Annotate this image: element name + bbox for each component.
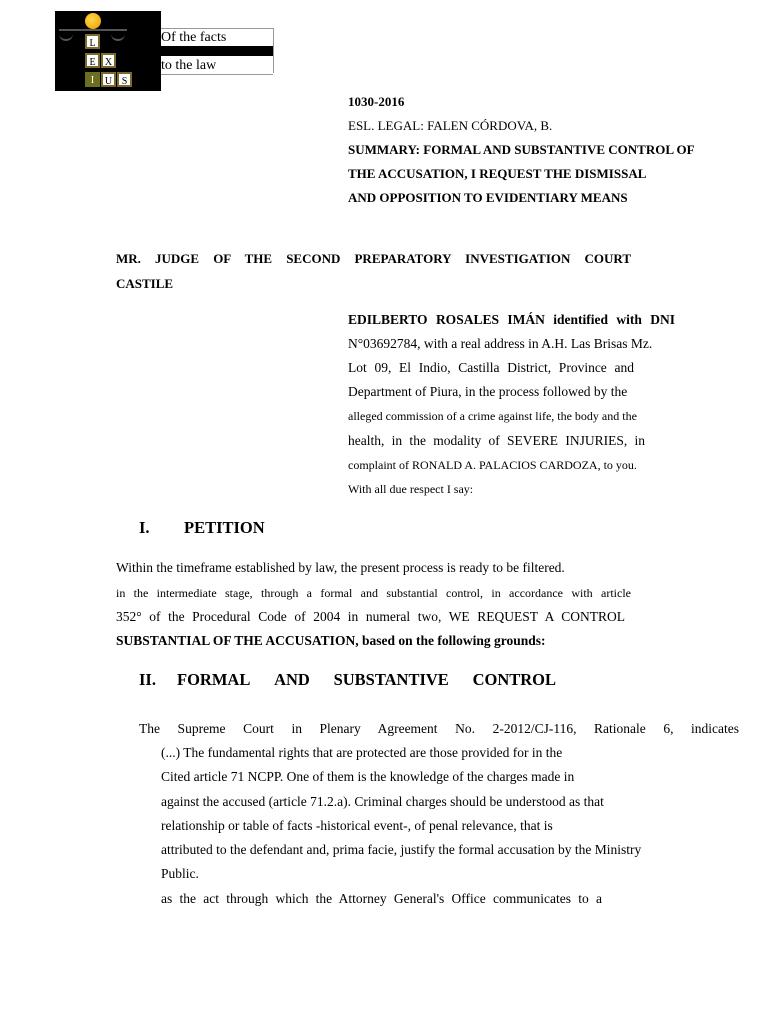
petition-line-4: SUBSTANTIAL OF THE ACCUSATION, based on the following grounds:	[116, 633, 546, 648]
quote-line-5: relationship or table of facts -historical event-, of penal relevance, that is	[161, 818, 553, 833]
summary-line-2: THE ACCUSATION, I REQUEST THE DISMISSAL	[348, 166, 647, 181]
section-2-title	[177, 670, 556, 690]
intro-line-2: N°03692784, with a real address in A.H. Las Brisas Mz.	[348, 336, 653, 351]
addressee-line-2: CASTILE	[116, 276, 174, 291]
legal-specialist: ESL. LEGAL: FALEN CÓRDOVA, B.	[348, 118, 553, 133]
logo-border	[273, 28, 274, 73]
quote-line-1: The Supreme Court in Plenary Agreement No. 2-2012/CJ-116, Rationale 6, indicates	[139, 721, 739, 736]
sun-icon	[85, 13, 101, 29]
logo-letter-u: U	[101, 72, 116, 87]
section-1-number: I.	[139, 518, 150, 537]
petition-line-2: in the intermediate stage, through a formal and substantial control, in accordance with article	[116, 586, 631, 600]
intro-line-6: health, in the modality of SEVERE INJURIES, in	[348, 433, 645, 448]
summary-line-3: AND OPPOSITION TO EVIDENTIARY MEANS	[348, 190, 628, 205]
intro-line-1: EDILBERTO ROSALES IMÁN identified with DNI	[348, 312, 675, 327]
quote-line-6: attributed to the defendant and, prima facie, justify the formal accusation by the Ministry	[161, 842, 642, 857]
intro-line-7: complaint of RONALD A. PALACIOS CARDOZA, to you.	[348, 458, 637, 472]
quote-line-4: against the accused (article 71.2.a). Criminal charges should be understood as that	[161, 794, 604, 809]
quote-line-3: Cited article 71 NCPP. One of them is the knowledge of the charges made in	[161, 769, 575, 784]
section-2-number: II.	[139, 670, 156, 689]
intro-line-5: alleged commission of a crime against life, the body and the	[348, 409, 637, 423]
addressee-line-1: MR. JUDGE OF THE SECOND PREPARATORY INVESTIGATION COURT	[116, 251, 631, 266]
summary-line-1: SUMMARY: FORMAL AND SUBSTANTIVE CONTROL OF	[348, 142, 695, 157]
logo-letter-l: L	[85, 34, 100, 49]
section-2-title-word: AND	[274, 670, 310, 689]
quote-line-2: (...) The fundamental rights that are protected are those provided for in the	[161, 745, 563, 760]
intro-line-3: Lot 09, El Indio, Castilla District, Province and	[348, 360, 634, 375]
petition-line-1: Within the timeframe established by law, the present process is ready to be filtered.	[116, 560, 565, 575]
scales-icon	[59, 29, 127, 31]
case-number: 1030-2016	[348, 94, 405, 109]
logo-letter-e: E	[85, 53, 100, 68]
logo-divider	[161, 46, 273, 56]
intro-line-4: Department of Piura, in the process followed by the	[348, 384, 628, 399]
intro-line-8: With all due respect I say:	[348, 482, 474, 496]
petition-line-3: 352° of the Procedural Code of 2004 in numeral two, WE REQUEST A CONTROL	[116, 609, 625, 624]
section-1-title: PETITION	[184, 518, 265, 537]
section-2-title-word: CONTROL	[472, 670, 556, 689]
logo-letter-i: I	[85, 72, 100, 87]
logo-letter-s: S	[117, 72, 132, 87]
quote-line-7: Public.	[161, 866, 199, 881]
quote-line-8: as the act through which the Attorney General's Office communicates to a	[161, 891, 602, 906]
logo-letter-x: X	[101, 53, 116, 68]
logo-tagline-2: to the law	[161, 57, 273, 75]
firm-logo	[55, 11, 283, 91]
section-2-title-word: SUBSTANTIVE	[333, 670, 449, 689]
logo-tagline-1: Of the facts	[161, 28, 273, 46]
section-2-title-word: FORMAL	[177, 670, 251, 689]
